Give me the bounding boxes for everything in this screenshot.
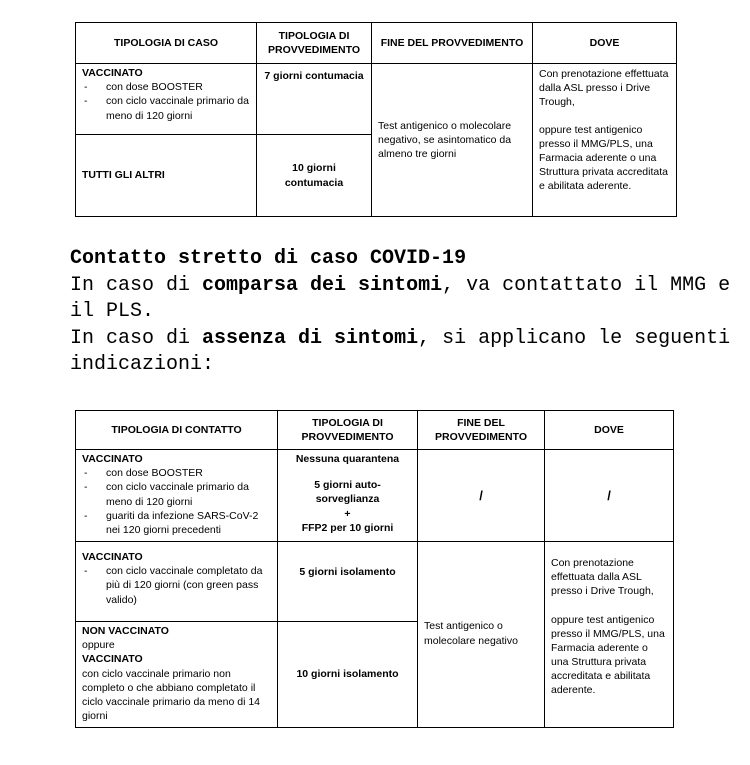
list-item: - con ciclo vaccinale primario da meno di 120 giorni [82, 94, 250, 122]
end-condition-cell: Test antigenico o molecolare negativo, se asintomatico da almeno tre giorni [372, 64, 533, 217]
list-item: - con ciclo vaccinale primario da meno di 120 giorni [82, 480, 271, 508]
location-text: Con prenotazione effettuata dalla ASL presso i Drive Trough, [551, 557, 654, 598]
measure-cell: 10 giorni isolamento [278, 622, 418, 728]
list-item: - con ciclo vaccinale completato da più di 120 giorni (con green pass valido) [82, 564, 271, 607]
end-condition-cell: Test antigenico o molecolare negativo [418, 542, 545, 728]
case-type-cell [76, 64, 257, 135]
table-header-row [76, 411, 674, 450]
section-heading: Contatto stretto di caso COVID-19 [70, 247, 467, 270]
header-tipologia-caso: TIPOLOGIA DI CASO [76, 23, 257, 64]
header-tipologia-provvedimento: TIPOLOGIA DI PROVVEDIMENTO [278, 411, 418, 450]
location-text: Con prenotazione effettuata dalla ASL presso i Drive Trough, [539, 68, 669, 109]
table-row [76, 450, 674, 542]
measure-cell: 7 giorni contumacia [257, 64, 372, 135]
header-fine-provvedimento: FINE DEL PROVVEDIMENTO [372, 23, 533, 64]
list-item: - con dose BOOSTER [82, 80, 250, 94]
contact-criteria-list [82, 564, 271, 607]
location-text: oppure test antigenico presso il MMG/PLS, una Farmacia aderente o una Struttura privata accreditata e abilitata aderente. [551, 613, 665, 697]
header-dove: DOVE [533, 23, 677, 64]
location-cell [533, 64, 677, 217]
list-item: - guariti da infezione SARS-CoV-2 nei 120 giorni precedenti [82, 509, 271, 537]
list-item: - con dose BOOSTER [82, 466, 271, 480]
contact-criteria-list [82, 466, 271, 537]
location-cell [545, 542, 674, 728]
contact-type-title: VACCINATO [82, 551, 143, 563]
measure-cell: 5 giorni isolamento [278, 542, 418, 622]
end-condition-cell: / [418, 450, 545, 542]
contact-type-cell [76, 542, 278, 622]
contact-type-connector: oppure [82, 639, 115, 652]
no-symptoms-paragraph: In caso di assenza di sintomi, si applicano le seguenti indicazioni: [70, 326, 731, 376]
contact-type-cell [76, 450, 278, 542]
header-dove: DOVE [545, 411, 674, 450]
contact-type-title: VACCINATO [82, 653, 143, 666]
contact-type-description: con ciclo vaccinale primario non completo o che abbiano completato il ciclo vaccinale primario da meno di 14 giorni [82, 667, 261, 723]
measure-cell [278, 450, 418, 542]
symptoms-paragraph: In caso di comparsa dei sintomi, va contattato il MMG e il PLS. [70, 273, 731, 323]
header-tipologia-contatto: TIPOLOGIA DI CONTATTO [76, 411, 278, 450]
location-cell: / [545, 450, 674, 542]
measure-cell: 10 giorni contumacia [257, 135, 372, 217]
contact-section [70, 246, 740, 379]
contact-type-cell [76, 622, 278, 728]
case-criteria-list [82, 80, 250, 123]
measure-title: Nessuna quarantena [295, 453, 400, 465]
table-row [76, 542, 674, 622]
table-row [76, 64, 677, 135]
location-text: oppure test antigenico presso il MMG/PLS, una Farmacia aderente o una Struttura privata accreditata e abilitata aderente. [539, 123, 668, 193]
table-header-row [76, 23, 677, 64]
measure-line: 5 giorni auto-sorveglianza [314, 479, 381, 506]
measure-line: + [344, 507, 351, 520]
contact-type-title: VACCINATO [82, 453, 143, 465]
contact-type-table [75, 410, 674, 728]
case-type-table [75, 22, 677, 217]
measure-line: FFP2 per 10 giorni [301, 521, 394, 534]
case-type-title: VACCINATO [82, 67, 143, 79]
contact-type-title: NON VACCINATO [82, 625, 169, 637]
header-tipologia-provvedimento: TIPOLOGIA DI PROVVEDIMENTO [257, 23, 372, 64]
header-fine-provvedimento: FINE DEL PROVVEDIMENTO [418, 411, 545, 450]
case-type-cell: TUTTI GLI ALTRI [76, 135, 257, 217]
